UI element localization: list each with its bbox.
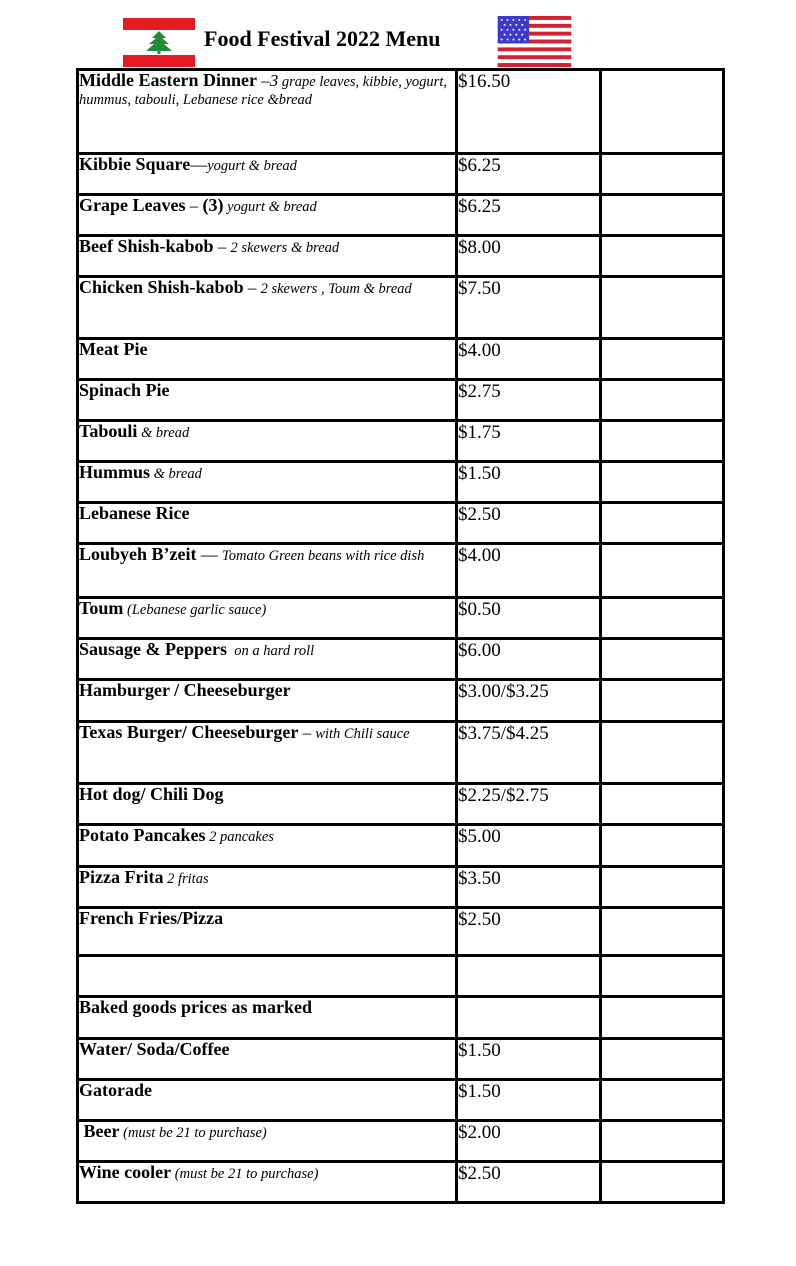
item-price: $1.50 xyxy=(457,462,601,503)
table-row xyxy=(78,867,724,908)
menu-item xyxy=(78,339,457,380)
item-price xyxy=(457,997,601,1039)
table-row xyxy=(78,462,724,503)
item-name: French Fries/Pizza xyxy=(79,908,224,928)
table-row xyxy=(78,195,724,236)
table-row xyxy=(78,784,724,825)
item-name: Loubyeh B’zeit xyxy=(79,544,197,564)
item-price: $3.50 xyxy=(457,867,601,908)
menu-item xyxy=(78,236,457,277)
menu-item xyxy=(78,421,457,462)
table-row xyxy=(78,339,724,380)
item-price: $16.50 xyxy=(457,70,601,154)
item-description: grape leaves, kibbie, yogurt, hummus, tabouli, Lebanese rice &bread xyxy=(79,74,447,108)
item-description: yogurt & bread xyxy=(223,199,317,215)
table-row-empty xyxy=(78,956,724,997)
blank-cell xyxy=(601,997,724,1039)
page-title: Food Festival 2022 Menu xyxy=(204,26,441,51)
blank-cell xyxy=(601,154,724,195)
blank-cell xyxy=(601,421,724,462)
item-price: $2.75 xyxy=(457,380,601,421)
table-row xyxy=(78,598,724,639)
item-separator: – xyxy=(298,723,316,742)
item-name: Wine cooler xyxy=(79,1162,172,1182)
table-row xyxy=(78,1121,724,1162)
item-description: on a hard roll xyxy=(227,643,315,659)
item-quantity: (3) xyxy=(202,195,224,215)
blank-cell xyxy=(601,236,724,277)
item-price: $2.50 xyxy=(457,1162,601,1203)
table-row xyxy=(78,70,724,154)
item-price: $2.00 xyxy=(457,1121,601,1162)
item-name: Grape Leaves xyxy=(79,195,186,215)
usa-flag-icon xyxy=(497,16,572,67)
item-name: Texas Burger/ Cheeseburger xyxy=(79,722,299,742)
item-description-lead: 3 xyxy=(269,71,279,90)
table-row xyxy=(78,680,724,722)
item-name: Kibbie Square xyxy=(79,154,191,174)
menu-item xyxy=(78,277,457,339)
menu-item xyxy=(78,70,457,154)
table-row xyxy=(78,825,724,867)
item-price: $4.00 xyxy=(457,544,601,598)
item-separator: – xyxy=(257,71,270,90)
item-separator: — xyxy=(196,545,223,564)
blank-cell xyxy=(601,277,724,339)
menu-item xyxy=(78,908,457,956)
item-price: $7.50 xyxy=(457,277,601,339)
blank-cell xyxy=(601,908,724,956)
item-description: Tomato Green beans with rice dish xyxy=(222,548,425,564)
item-separator: – xyxy=(243,278,261,297)
item-name: Spinach Pie xyxy=(79,380,170,400)
table-row xyxy=(78,154,724,195)
blank-cell xyxy=(601,722,724,784)
blank-cell xyxy=(601,380,724,421)
blank-cell xyxy=(601,70,724,154)
item-name: Baked goods prices as marked xyxy=(79,997,313,1017)
item-description: (must be 21 to purchase) xyxy=(119,1125,267,1141)
item-name: Water/ Soda/Coffee xyxy=(79,1039,230,1059)
blank-cell xyxy=(601,1039,724,1080)
item-price: $2.50 xyxy=(457,503,601,544)
item-name: Tabouli xyxy=(79,421,138,441)
item-description: 2 skewers & bread xyxy=(230,240,340,256)
menu-item xyxy=(78,680,457,722)
menu-item xyxy=(78,462,457,503)
menu-item xyxy=(78,997,457,1039)
item-price: $1.50 xyxy=(457,1039,601,1080)
menu-item xyxy=(78,825,457,867)
item-name: Gatorade xyxy=(79,1080,152,1100)
menu-item xyxy=(78,503,457,544)
table-row xyxy=(78,722,724,784)
item-name: Lebanese Rice xyxy=(79,503,190,523)
menu-item xyxy=(78,867,457,908)
item-price: $5.00 xyxy=(457,825,601,867)
item-name: Sausage & Peppers xyxy=(79,639,227,659)
menu-item xyxy=(78,380,457,421)
item-price: $4.00 xyxy=(457,339,601,380)
item-price: $1.75 xyxy=(457,421,601,462)
blank-cell xyxy=(601,784,724,825)
table-row xyxy=(78,503,724,544)
table-row xyxy=(78,1080,724,1121)
table-row xyxy=(78,1162,724,1203)
table-row xyxy=(78,997,724,1039)
blank-cell xyxy=(601,503,724,544)
item-name: Pizza Frita xyxy=(79,867,164,887)
menu-item xyxy=(78,1080,457,1121)
menu-item xyxy=(78,1121,457,1162)
item-price: $2.50 xyxy=(457,908,601,956)
item-price: $3.00/$3.25 xyxy=(457,680,601,722)
blank-cell xyxy=(601,1162,724,1203)
blank-cell xyxy=(601,867,724,908)
item-name: Meat Pie xyxy=(79,339,148,359)
blank-cell xyxy=(78,956,457,997)
item-price: $0.50 xyxy=(457,598,601,639)
menu-item xyxy=(78,1039,457,1080)
blank-cell xyxy=(601,598,724,639)
item-description: & bread xyxy=(137,425,190,441)
blank-cell xyxy=(601,1080,724,1121)
menu-item xyxy=(78,154,457,195)
menu-header xyxy=(0,0,796,68)
item-name: Potato Pancakes xyxy=(79,825,206,845)
item-price: $3.75/$4.25 xyxy=(457,722,601,784)
item-description: 2 fritas xyxy=(163,871,209,887)
item-name: Beer xyxy=(79,1121,120,1141)
item-separator: — xyxy=(190,155,208,174)
table-row xyxy=(78,421,724,462)
blank-cell xyxy=(601,195,724,236)
blank-cell xyxy=(457,956,601,997)
lebanon-flag-icon xyxy=(123,18,195,67)
item-price: $6.25 xyxy=(457,154,601,195)
item-description: & bread xyxy=(150,466,202,482)
blank-cell xyxy=(601,544,724,598)
item-price: $6.25 xyxy=(457,195,601,236)
menu-item xyxy=(78,598,457,639)
item-name: Hummus xyxy=(79,462,151,482)
item-name: Toum xyxy=(79,598,124,618)
item-separator: – xyxy=(213,237,231,256)
item-name: Hamburger / Cheeseburger xyxy=(79,680,291,700)
table-row xyxy=(78,544,724,598)
table-row xyxy=(78,236,724,277)
table-row xyxy=(78,380,724,421)
table-row xyxy=(78,1039,724,1080)
item-name: Chicken Shish-kabob xyxy=(79,277,244,297)
blank-cell xyxy=(601,956,724,997)
item-description: with Chili sauce xyxy=(315,726,410,742)
blank-cell xyxy=(601,339,724,380)
item-separator: – xyxy=(185,196,203,215)
table-row xyxy=(78,639,724,680)
item-price: $6.00 xyxy=(457,639,601,680)
menu-item xyxy=(78,195,457,236)
menu-item xyxy=(78,544,457,598)
item-description: (Lebanese garlic sauce) xyxy=(123,602,267,618)
table-row xyxy=(78,908,724,956)
item-price: $1.50 xyxy=(457,1080,601,1121)
menu-item xyxy=(78,722,457,784)
blank-cell xyxy=(601,462,724,503)
item-name: Beef Shish-kabob xyxy=(79,236,214,256)
item-description: yogurt & bread xyxy=(207,158,297,174)
blank-cell xyxy=(601,680,724,722)
blank-cell xyxy=(601,825,724,867)
item-name: Hot dog/ Chili Dog xyxy=(79,784,224,804)
item-description: 2 skewers , Toum & bread xyxy=(260,281,412,297)
item-price: $8.00 xyxy=(457,236,601,277)
item-description: (must be 21 to purchase) xyxy=(171,1166,319,1182)
menu-table xyxy=(76,68,725,1204)
menu-item xyxy=(78,1162,457,1203)
menu-item xyxy=(78,639,457,680)
menu-item xyxy=(78,784,457,825)
table-row xyxy=(78,277,724,339)
blank-cell xyxy=(601,639,724,680)
item-price: $2.25/$2.75 xyxy=(457,784,601,825)
item-description: 2 pancakes xyxy=(205,829,274,845)
blank-cell xyxy=(601,1121,724,1162)
item-name: Middle Eastern Dinner xyxy=(79,70,257,90)
